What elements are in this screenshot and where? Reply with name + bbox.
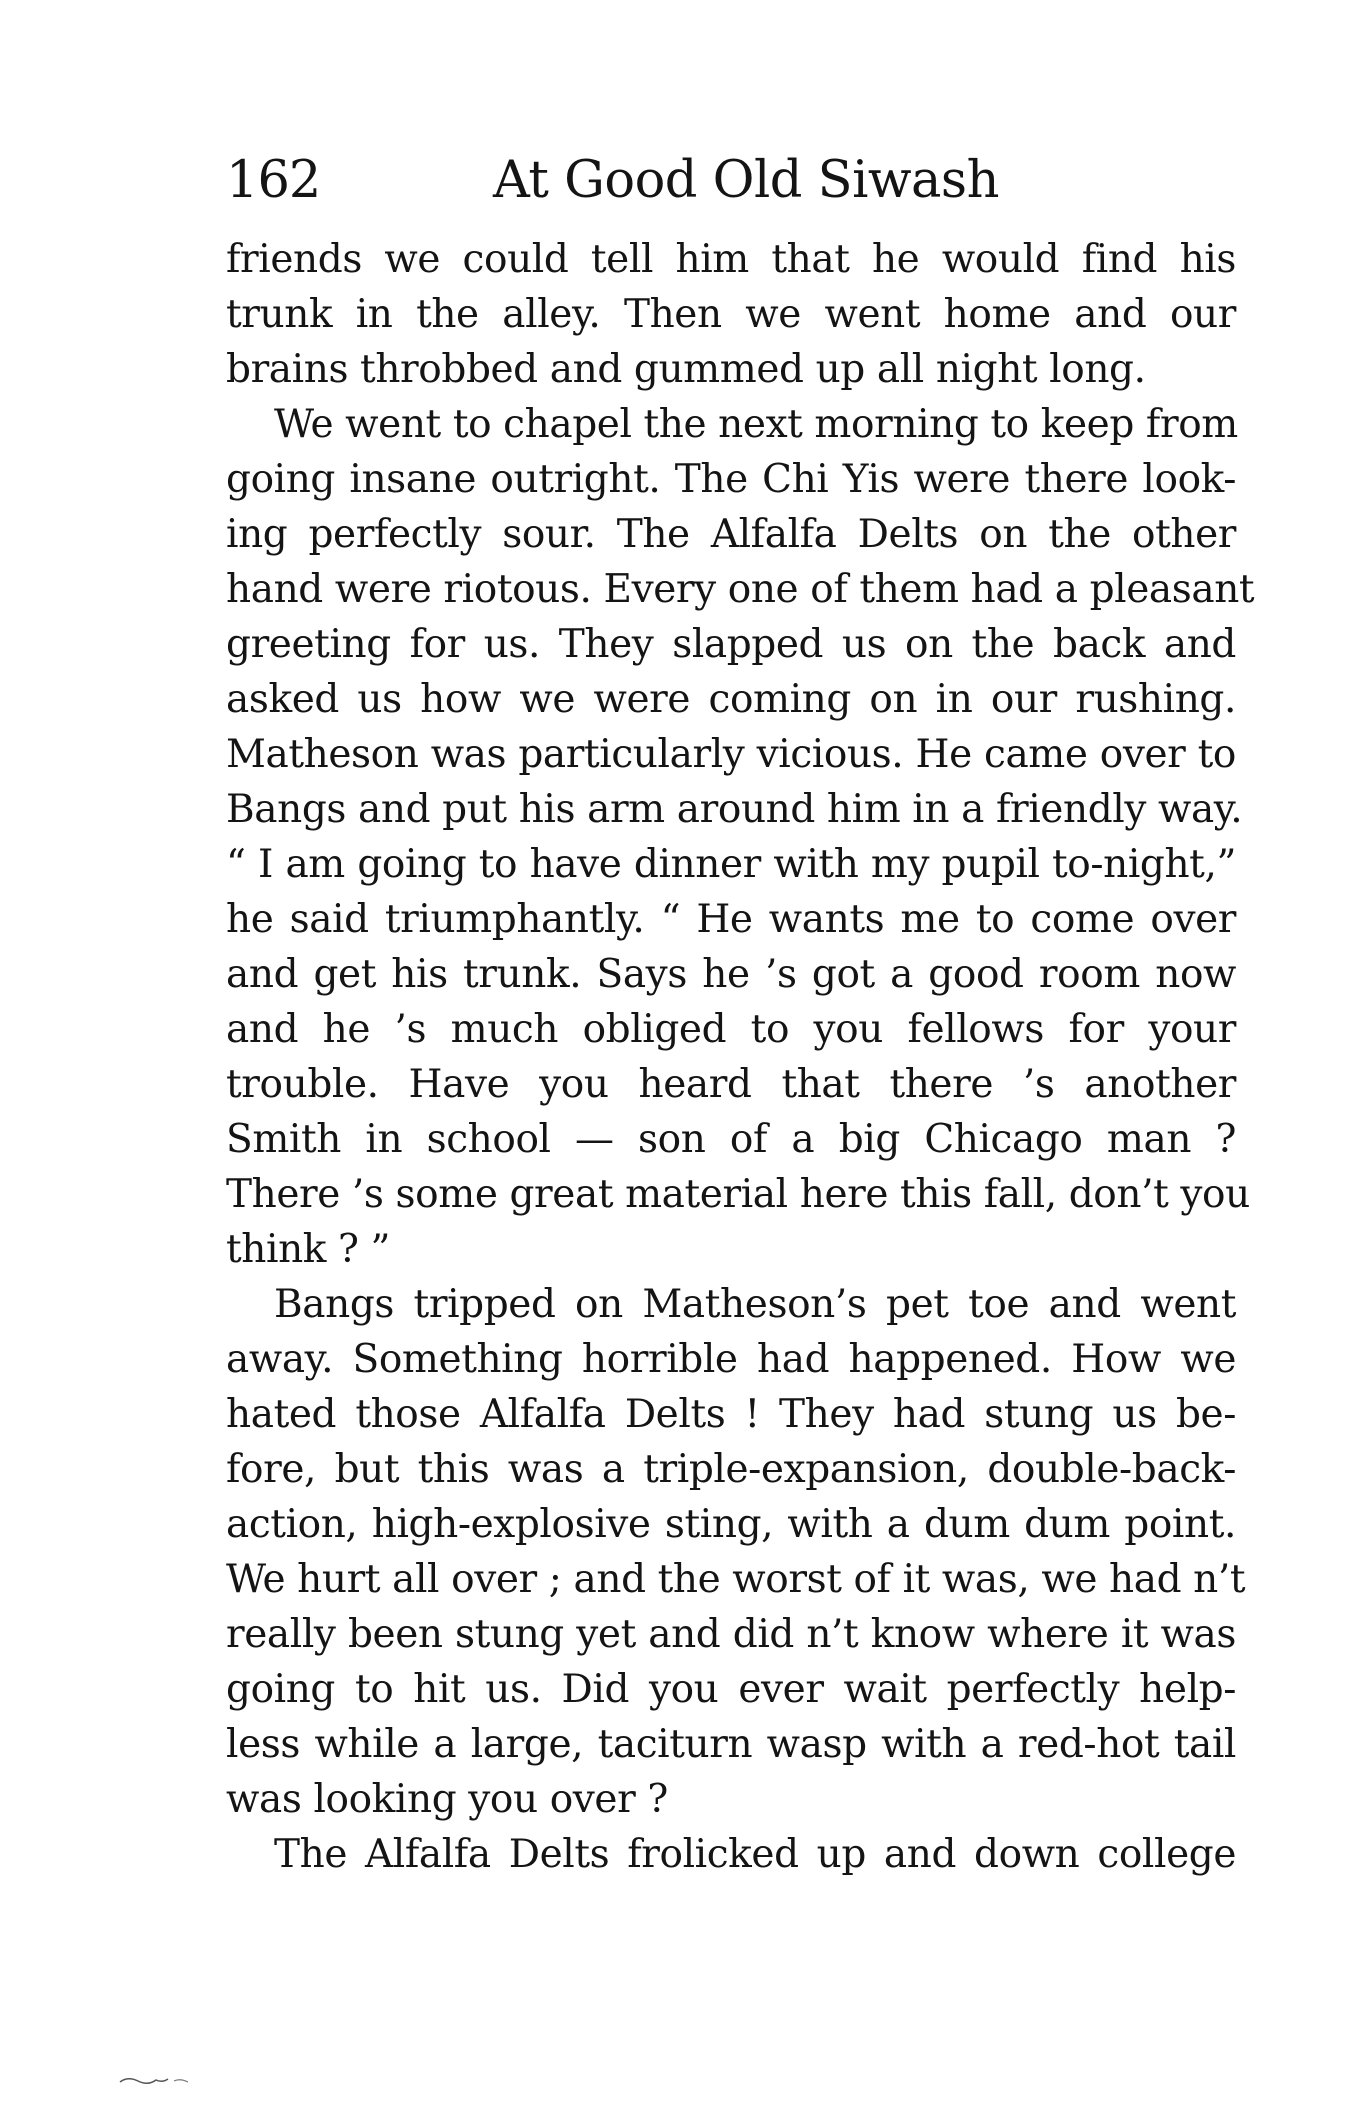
text-line: and get his trunk. Says he ’s got a good room now: [226, 952, 1236, 997]
text-line: Matheson was particularly vicious. He came over to: [226, 732, 1236, 777]
text-line: away. Something horrible had happened. How we: [226, 1337, 1236, 1382]
text-line: Smith in school — son of a big Chicago man ?: [226, 1117, 1236, 1162]
text-line: There ’s some great material here this fall, don’t you: [226, 1172, 1250, 1217]
ink-smudge: [118, 2074, 192, 2086]
text-line: trunk in the alley. Then we went home and our: [226, 292, 1236, 337]
body-text: [226, 232, 1255, 1882]
text-line: less while a large, taciturn wasp with a red-hot tail: [226, 1722, 1236, 1767]
text-line: ing perfectly sour. The Alfalfa Delts on the other: [226, 512, 1236, 557]
text-line: going insane outright. The Chi Yis were there look-: [226, 457, 1236, 502]
text-line: The Alfalfa Delts frolicked up and down college: [274, 1832, 1236, 1877]
text-line: going to hit us. Did you ever wait perfectly help-: [226, 1667, 1236, 1712]
text-line: action, high-explosive sting, with a dum dum point.: [226, 1502, 1236, 1547]
text-line: hated those Alfalfa Delts ! They had stung us be-: [226, 1392, 1236, 1437]
text-line: trouble. Have you heard that there ’s another: [226, 1062, 1236, 1107]
text-line: asked us how we were coming on in our rushing.: [226, 677, 1236, 722]
text-line: brains throbbed and gummed up all night long.: [226, 347, 1146, 392]
page-header: [226, 146, 1236, 216]
text-line: hand were riotous. Every one of them had a pleasant: [226, 567, 1255, 612]
text-line: friends we could tell him that he would find his: [226, 237, 1236, 282]
running-title: At Good Old Siwash: [493, 151, 999, 210]
text-line: Bangs and put his arm around him in a friendly way.: [226, 787, 1243, 832]
text-line: think ? ”: [226, 1227, 391, 1272]
text-line: really been stung yet and did n’t know where it was: [226, 1612, 1236, 1657]
text-line: We hurt all over ; and the worst of it was, we had n’t: [226, 1557, 1246, 1602]
text-line: greeting for us. They slapped us on the back and: [226, 622, 1236, 667]
text-line: We went to chapel the next morning to keep from: [274, 402, 1238, 447]
text-line: and he ’s much obliged to you fellows for your: [226, 1007, 1236, 1052]
text-line: was looking you over ?: [226, 1777, 668, 1822]
text-line: “ I am going to have dinner with my pupil to-night,”: [226, 842, 1236, 887]
text-line: fore, but this was a triple-expansion, double-back-: [226, 1447, 1236, 1492]
text-line: he said triumphantly. “ He wants me to come over: [226, 897, 1236, 942]
page-number: 162: [226, 151, 321, 210]
text-line: Bangs tripped on Matheson’s pet toe and went: [274, 1282, 1236, 1327]
